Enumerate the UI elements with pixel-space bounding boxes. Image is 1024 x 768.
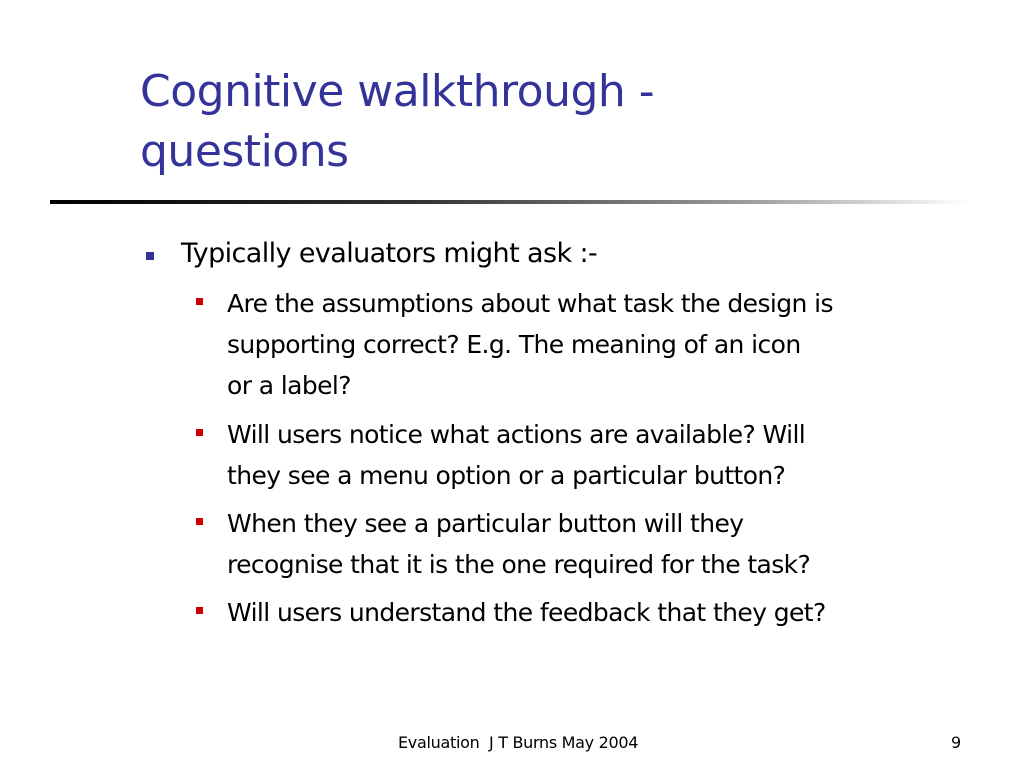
- square-bullet-icon: [196, 607, 203, 614]
- bullet-level1-text: Typically evaluators might ask :-: [181, 238, 598, 269]
- sub-bullet-line: supporting correct? E.g. The meaning of an icon: [227, 330, 801, 359]
- sub-bullet-line: Will users notice what actions are available? Will: [227, 420, 806, 449]
- sub-bullet-line: they see a menu option or a particular button?: [227, 461, 786, 490]
- sub-bullet-text: [227, 414, 1007, 496]
- sub-bullet-text: [227, 592, 1007, 633]
- sub-bullet-line: or a label?: [227, 371, 351, 400]
- title-line-1: Cognitive walkthrough -: [140, 66, 655, 117]
- sub-bullet-line: Are the assumptions about what task the design is: [227, 289, 833, 318]
- page-number: 9: [951, 733, 962, 752]
- square-bullet-icon: [146, 252, 154, 260]
- sub-bullet-line: recognise that it is the one required for the task?: [227, 550, 811, 579]
- footer-text: Evaluation J T Burns May 2004: [398, 733, 639, 752]
- square-bullet-icon: [196, 429, 203, 436]
- title-line-2: questions: [140, 126, 349, 177]
- sub-bullet-line: Will users understand the feedback that they get?: [227, 598, 826, 627]
- square-bullet-icon: [196, 298, 203, 305]
- sub-bullet-line: When they see a particular button will they: [227, 509, 744, 538]
- sub-bullet-text: [227, 503, 1007, 585]
- square-bullet-icon: [196, 518, 203, 525]
- sub-bullet-text: [227, 283, 1007, 406]
